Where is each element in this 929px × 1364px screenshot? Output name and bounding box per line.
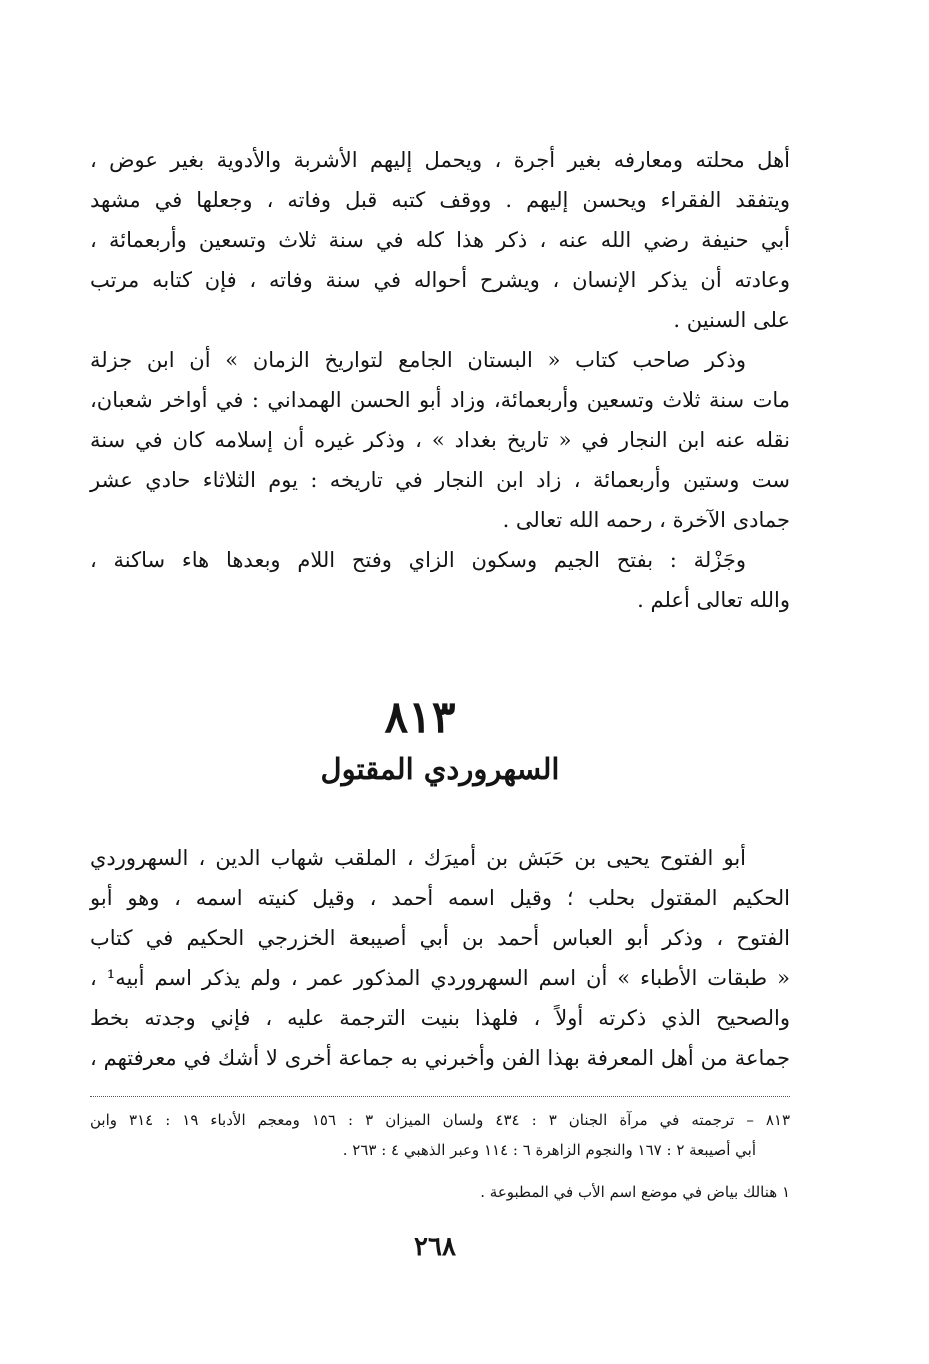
text-line: ست وستين وأربعمائة ، زاد ابن النجار في تاريخه : يوم الثلاثاء حادي عشر bbox=[90, 468, 790, 492]
footnote-entry-line1: ٨١٣ – ترجمته في مرآة الجنان ٣ : ٤٣٤ ولسان الميزان ٣ : ١٥٦ ومعجم الأدباء ١٩ : ٣١٤ وابن bbox=[90, 1111, 791, 1129]
text-line: مات سنة ثلاث وتسعين وأربعمائة، وزاد أبو الحسن الهمداني : في أواخر شعبان، bbox=[90, 388, 790, 412]
page-number: ٢٦٨ bbox=[414, 1232, 456, 1262]
text-line: أبو الفتوح يحيى بن حَبَش بن أميرَك ، الملقب شهاب الدين ، السهروردي bbox=[90, 846, 746, 870]
paragraph-jazla bbox=[90, 540, 790, 620]
text-line: الحكيم المقتول بحلب ؛ وقيل اسمه أحمد ، وقيل كنيته اسمه ، وهو أبو bbox=[90, 886, 790, 910]
text-line: الفتوح ، وذكر أبو العباس أحمد بن أبي أصيبعة الخزرجي الحكيم في كتاب bbox=[90, 926, 790, 950]
text-line: أبي حنيفة رضي الله عنه ، ذكر هذا كله في سنة ثلاث وتسعين وأربعمائة ، bbox=[90, 228, 790, 252]
entry-number: ٨١٣ bbox=[384, 692, 456, 743]
text-line: نقله عنه ابن النجار في « تاريخ بغداد » ، وذكر غيره أن إسلامه كان في سنة bbox=[90, 428, 790, 452]
text-line: والصحيح الذي ذكرته أولاً ، فلهذا بنيت الترجمة عليه ، فإني وجدته بخط bbox=[90, 1006, 790, 1030]
text-line: على السنين . bbox=[673, 308, 790, 332]
text-line: جمادى الآخرة ، رحمه الله تعالى . bbox=[502, 508, 790, 532]
text-line: والله تعالى أعلم . bbox=[637, 588, 790, 612]
text-line: ويتفقد الفقراء ويحسن إليهم . ووقف كتبه قبل وفاته ، وجعلها في مشهد bbox=[90, 188, 790, 212]
text-line: وجَزْلة : بفتح الجيم وسكون الزاي وفتح اللام وبعدها هاء ساكنة ، bbox=[90, 548, 746, 572]
footnote-entry-line2: أبي أصيبعة ٢ : ١٦٧ والنجوم الزاهرة ٦ : ١١٤ وعبر الذهبي ٤ : ٢٦٣ . bbox=[342, 1141, 756, 1159]
text-line: « طبقات الأطباء » أن اسم السهروردي المذكور عمر ، ولم يذكر اسم أبيه¹ ، bbox=[90, 966, 791, 990]
paragraph-continuation bbox=[90, 140, 790, 340]
paragraph-suhrawardi bbox=[90, 838, 790, 1078]
entry-title: السهروردي المقتول bbox=[320, 752, 560, 786]
paragraph-bustan bbox=[90, 340, 790, 540]
text-line: وعادته أن يذكر الإنسان ، ويشرح أحواله في سنة وفاته ، فإن كتابه مرتب bbox=[90, 268, 790, 292]
text-line: أهل محلته ومعارفه بغير أجرة ، ويحمل إليهم الأشربة والأدوية بغير عوض ، bbox=[90, 148, 790, 172]
footnote-divider bbox=[90, 1096, 790, 1097]
text-line: وذكر صاحب كتاب « البستان الجامع لتواريخ الزمان » أن ابن جزلة bbox=[90, 348, 746, 372]
text-line: جماعة من أهل المعرفة بهذا الفن وأخبرني به جماعة أخرى لا أشك في معرفتهم ، bbox=[90, 1046, 790, 1070]
footnote-1: ١ هنالك بياض في موضع اسم الأب في المطبوعة . bbox=[480, 1183, 790, 1201]
